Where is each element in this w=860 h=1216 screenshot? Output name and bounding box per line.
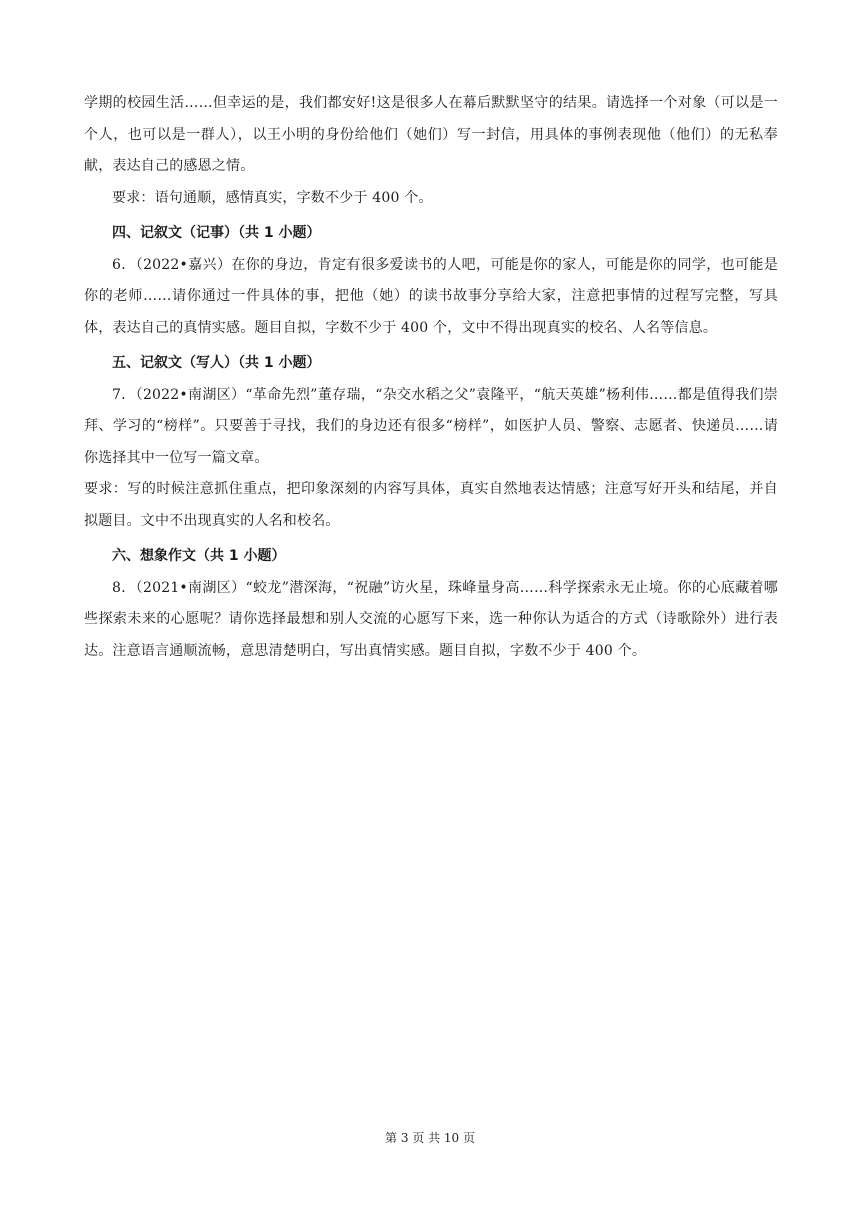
- prompt-continuation: 学期的校园生活……但幸运的是，我们都安好!这是很多人在幕后默默坚守的结果。请选择一个对象（可以是一个人，也可以是一群人），以王小明的身份给他们（她们）写一封信，用具体的事例表现他（他们）的无私奉献，表达自己的感恩之情。: [84, 95, 778, 174]
- question-6: 6．（2022•嘉兴）在你的身边，肯定有很多爱读书的人吧，可能是你的家人，可能是你的同学，也可能是你的老师……请你通过一件具体的事，把他（她）的读书故事分享给大家，注意把事情的过程写完整，写具体，表达自己的真情实感。题目自拟，字数不少于 400 个，文中不得出现真实的校名、人名等信息。: [84, 256, 778, 336]
- page-number-footer: 第 3 页 共 10 页: [385, 1131, 475, 1145]
- question-7: 7．（2022•南湖区）“革命先烈”董存瑞，“杂交水稻之父”袁隆平，“航天英雄”杨利伟……都是值得我们崇拜、学习的“榜样”。只要善于寻找，我们的身边还有很多“榜样”，如医护人员、警察、志愿者、快递员……请你选择其中一位写一篇文章。: [84, 386, 778, 466]
- question-8: 8．（2021•南湖区）“蛟龙”潜深海，“祝融”访火星，珠峰量身高……科学探索永无止境。你的心底藏着哪些探索未来的心愿呢？请你选择最想和别人交流的心愿写下来，选一种你认为适合的方式（诗歌除外）进行表达。注意语言通顺流畅，意思清楚明白，写出真情实感。题目自拟，字数不少于 400 个。: [84, 579, 778, 659]
- section-heading-imagination: 六、想象作文（共 1 小题）: [112, 548, 286, 564]
- document-page-content: [84, 88, 778, 667]
- section-heading-narrative-person: 五、记叙文（写人）（共 1 小题）: [112, 355, 321, 371]
- prompt-requirement: 要求：语句通顺，感情真实，字数不少于 400 个。: [112, 189, 433, 206]
- section-heading-narrative-event: 四、记叙文（记事）（共 1 小题）: [112, 225, 321, 241]
- question-7-requirement: 要求：写的时候注意抓住重点，把印象深刻的内容写具体，真实自然地表达情感；注意写好开头和结尾，并自拟题目。文中不出现真实的人名和校名。: [84, 481, 778, 529]
